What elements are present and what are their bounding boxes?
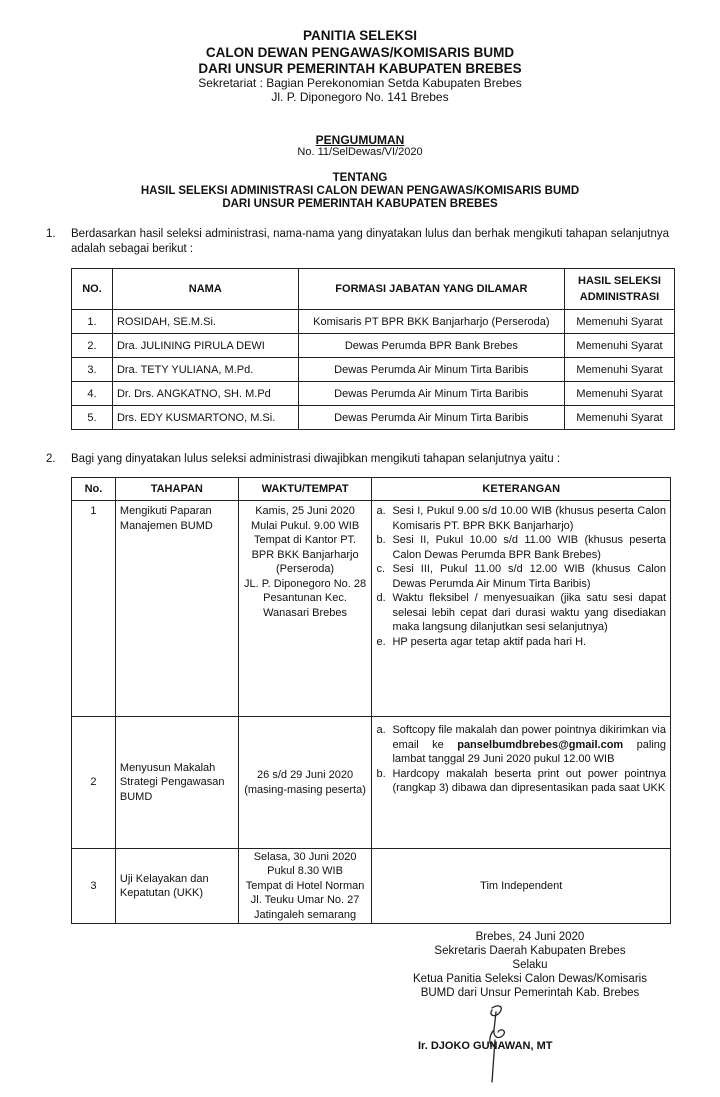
section-2-number: 2. bbox=[46, 453, 56, 465]
waktu-line: (masing-masing peserta) bbox=[244, 783, 366, 796]
waktu-line: Tempat di Hotel Norman bbox=[245, 879, 365, 892]
signature-line-3: Ketua Panitia Seleksi Calon Dewas/Komisaris bbox=[413, 973, 647, 985]
list-item bbox=[376, 767, 666, 796]
list-marker: a. bbox=[376, 724, 386, 736]
list-item bbox=[376, 723, 666, 767]
table-row bbox=[72, 334, 675, 358]
list-item bbox=[376, 533, 666, 562]
col-header-hasil: HASIL SELEKSI ADMINISTRASI bbox=[565, 269, 675, 310]
list-marker: a. bbox=[376, 505, 386, 517]
cell-tahapan: Mengikuti Paparan Manajemen BUMD bbox=[115, 501, 238, 717]
table-row bbox=[72, 406, 675, 430]
keterangan-list bbox=[376, 723, 666, 796]
col-header-no: No. bbox=[72, 478, 116, 501]
announcement-subject-1: HASIL SELEKSI ADMINISTRASI CALON DEWAN PENGAWAS/KOMISARIS BUMD bbox=[140, 185, 580, 197]
table-row bbox=[72, 382, 675, 406]
waktu-line: Selasa, 30 Juni 2020 bbox=[253, 850, 357, 863]
cell-formasi: Dewas Perumda Air Minum Tirta Baribis bbox=[298, 382, 564, 406]
col-header-tahapan: TAHAPAN bbox=[115, 478, 238, 501]
waktu-line: Kamis, 25 Juni 2020 bbox=[255, 505, 355, 517]
waktu-line: Jatingaleh semarang bbox=[254, 908, 357, 921]
list-item bbox=[376, 504, 666, 533]
admin-result-table bbox=[71, 268, 675, 430]
cell-hasil: Memenuhi Syarat bbox=[565, 334, 675, 358]
cell-hasil: Memenuhi Syarat bbox=[565, 406, 675, 430]
cell-no: 1 bbox=[72, 501, 116, 717]
list-item bbox=[376, 635, 666, 650]
col-header-nama: NAMA bbox=[112, 269, 298, 310]
announcement-title: PENGUMUMAN bbox=[315, 133, 405, 147]
header-position: CALON DEWAN PENGAWAS/KOMISARIS BUMD bbox=[205, 45, 515, 60]
cell-no: 3. bbox=[72, 358, 113, 382]
list-text: HP peserta agar tetap aktif pada hari H. bbox=[392, 635, 587, 648]
cell-no: 2 bbox=[72, 717, 116, 849]
cell-keterangan bbox=[372, 717, 671, 849]
col-header-keterangan: KETERANGAN bbox=[372, 478, 671, 501]
waktu-line: Jl. Teuku Umar No. 27 bbox=[250, 894, 360, 907]
cell-formasi: Dewas Perumda Air Minum Tirta Baribis bbox=[298, 406, 564, 430]
section-2-text: Bagi yang dinyatakan lulus seleksi administrasi diwajibkan mengikuti tahapan selanjutnya yaitu : bbox=[71, 453, 561, 465]
cell-nama: Dr. Drs. ANGKATNO, SH. M.Pd bbox=[112, 382, 298, 406]
list-marker: d. bbox=[376, 592, 386, 604]
col-header-no: NO. bbox=[72, 269, 113, 310]
signature-line-1: Sekretaris Daerah Kabupaten Brebes bbox=[434, 945, 626, 957]
table-row bbox=[72, 849, 671, 924]
cell-formasi: Dewas Perumda BPR Bank Brebes bbox=[298, 334, 564, 358]
list-marker: c. bbox=[376, 563, 386, 575]
list-marker: b. bbox=[376, 534, 386, 546]
cell-tahapan: Uji Kelayakan dan Kepatutan (UKK) bbox=[115, 849, 238, 924]
table-header-row bbox=[72, 478, 671, 501]
cell-waktu bbox=[238, 717, 372, 849]
cell-nama: Drs. EDY KUSMARTONO, M.Si. bbox=[112, 406, 298, 430]
cell-no: 5. bbox=[72, 406, 113, 430]
col-header-waktu: WAKTU/TEMPAT bbox=[238, 478, 372, 501]
table-row bbox=[72, 358, 675, 382]
cell-no: 3 bbox=[72, 849, 116, 924]
header-address: Jl. P. Diponegoro No. 141 Brebes bbox=[271, 90, 449, 104]
list-marker: b. bbox=[376, 767, 386, 780]
header-government: DARI UNSUR PEMERINTAH KABUPATEN BREBES bbox=[198, 61, 522, 76]
waktu-line: Tempat di Kantor PT. BPR BKK Banjarharjo (Perseroda) bbox=[251, 534, 359, 575]
header-committee: PANITIA SELEKSI bbox=[302, 28, 417, 43]
cell-nama: Dra. TETY YULIANA, M.Pd. bbox=[112, 358, 298, 382]
cell-formasi: Dewas Perumda Air Minum Tirta Baribis bbox=[298, 358, 564, 382]
list-text: Sesi III, Pukul 11.00 s/d 12.00 WIB (khusus Calon Dewas Perumda Air Minum Tirta Baribis) bbox=[392, 563, 666, 590]
table-row bbox=[72, 501, 671, 717]
list-text: paling lambat tanggal 29 Juni 2020 pukul 12.00 WIB bbox=[392, 738, 666, 765]
email-link[interactable]: panselbumdbrebes@gmail.com bbox=[457, 738, 624, 751]
cell-nama: ROSIDAH, SE.M.Si. bbox=[112, 310, 298, 334]
waktu-line: Pukul 8.30 WIB bbox=[267, 865, 343, 878]
waktu-line: JL. P. Diponegoro No. 28 Pesantunan Kec. Wanasari Brebes bbox=[244, 577, 367, 619]
list-item bbox=[376, 562, 666, 591]
cell-hasil: Memenuhi Syarat bbox=[565, 310, 675, 334]
signature-place-date: Brebes, 24 Juni 2020 bbox=[475, 931, 585, 943]
waktu-line: 26 s/d 29 Juni 2020 bbox=[257, 769, 354, 781]
signature-line-2: Selaku bbox=[512, 959, 548, 971]
cell-no: 4. bbox=[72, 382, 113, 406]
list-text: Waktu fleksibel / menyesuaikan (jika satu sesi dapat selesai lebih cepat dari durasi waktu yang disediakan maka langsung dilanjutkan sesi selanjutnya) bbox=[392, 592, 666, 633]
schedule-table bbox=[71, 477, 671, 924]
table-header-row bbox=[72, 269, 675, 310]
cell-keterangan bbox=[372, 501, 671, 717]
cell-hasil: Memenuhi Syarat bbox=[565, 358, 675, 382]
header-secretariat: Sekretariat : Bagian Perekonomian Setda Kabupaten Brebes bbox=[198, 76, 522, 90]
section-1-number: 1. bbox=[46, 228, 56, 240]
cell-formasi: Komisaris PT BPR BKK Banjarharjo (Perseroda) bbox=[298, 310, 564, 334]
cell-nama: Dra. JULINING PIRULA DEWI bbox=[112, 334, 298, 358]
cell-waktu bbox=[238, 849, 372, 924]
waktu-line: Mulai Pukul. 9.00 WIB bbox=[250, 519, 360, 532]
announcement-subject-2: DARI UNSUR PEMERINTAH KABUPATEN BREBES bbox=[222, 198, 498, 210]
cell-hasil: Memenuhi Syarat bbox=[565, 382, 675, 406]
announcement-number: No. 11/SelDewas/VI/2020 bbox=[297, 146, 423, 158]
signature-line-4: BUMD dari Unsur Pemerintah Kab. Brebes bbox=[420, 987, 640, 999]
cell-tahapan: Menyusun Makalah Strategi Pengawasan BUMD bbox=[115, 717, 238, 849]
list-text: Sesi II, Pukul 10.00 s/d 11.00 WIB (khusus peserta Calon Dewas Perumda BPR Bank Brebes) bbox=[392, 534, 666, 561]
list-text: Sesi I, Pukul 9.00 s/d 10.00 WIB (khusus peserta Calon Komisaris PT. BPR BKK Banjarharjo) bbox=[392, 505, 666, 532]
keterangan-list bbox=[376, 504, 666, 649]
cell-waktu bbox=[238, 501, 372, 717]
list-text: Hardcopy makalah beserta print out power pointnya (rangkap 3) dibawa dan dipresentasikan pada saat UKK bbox=[392, 767, 666, 794]
announcement-about: TENTANG bbox=[332, 172, 388, 184]
cell-no: 2. bbox=[72, 334, 113, 358]
section-1-text: Berdasarkan hasil seleksi administrasi, nama-nama yang dinyatakan lulus dan berhak mengikuti tahapan selanjutnya adalah sebagai berikut : bbox=[71, 228, 669, 255]
col-header-formasi: FORMASI JABATAN YANG DILAMAR bbox=[298, 269, 564, 310]
signer-name: Ir. DJOKO GUNAWAN, MT bbox=[418, 1040, 553, 1052]
cell-keterangan: Tim Independent bbox=[372, 849, 671, 924]
list-text: Softcopy file makalah dan power pointnya dikirimkan via email ke bbox=[392, 724, 666, 751]
table-row bbox=[72, 717, 671, 849]
list-item bbox=[376, 591, 666, 635]
table-row bbox=[72, 310, 675, 334]
cell-no: 1. bbox=[72, 310, 113, 334]
list-marker: e. bbox=[376, 635, 386, 648]
